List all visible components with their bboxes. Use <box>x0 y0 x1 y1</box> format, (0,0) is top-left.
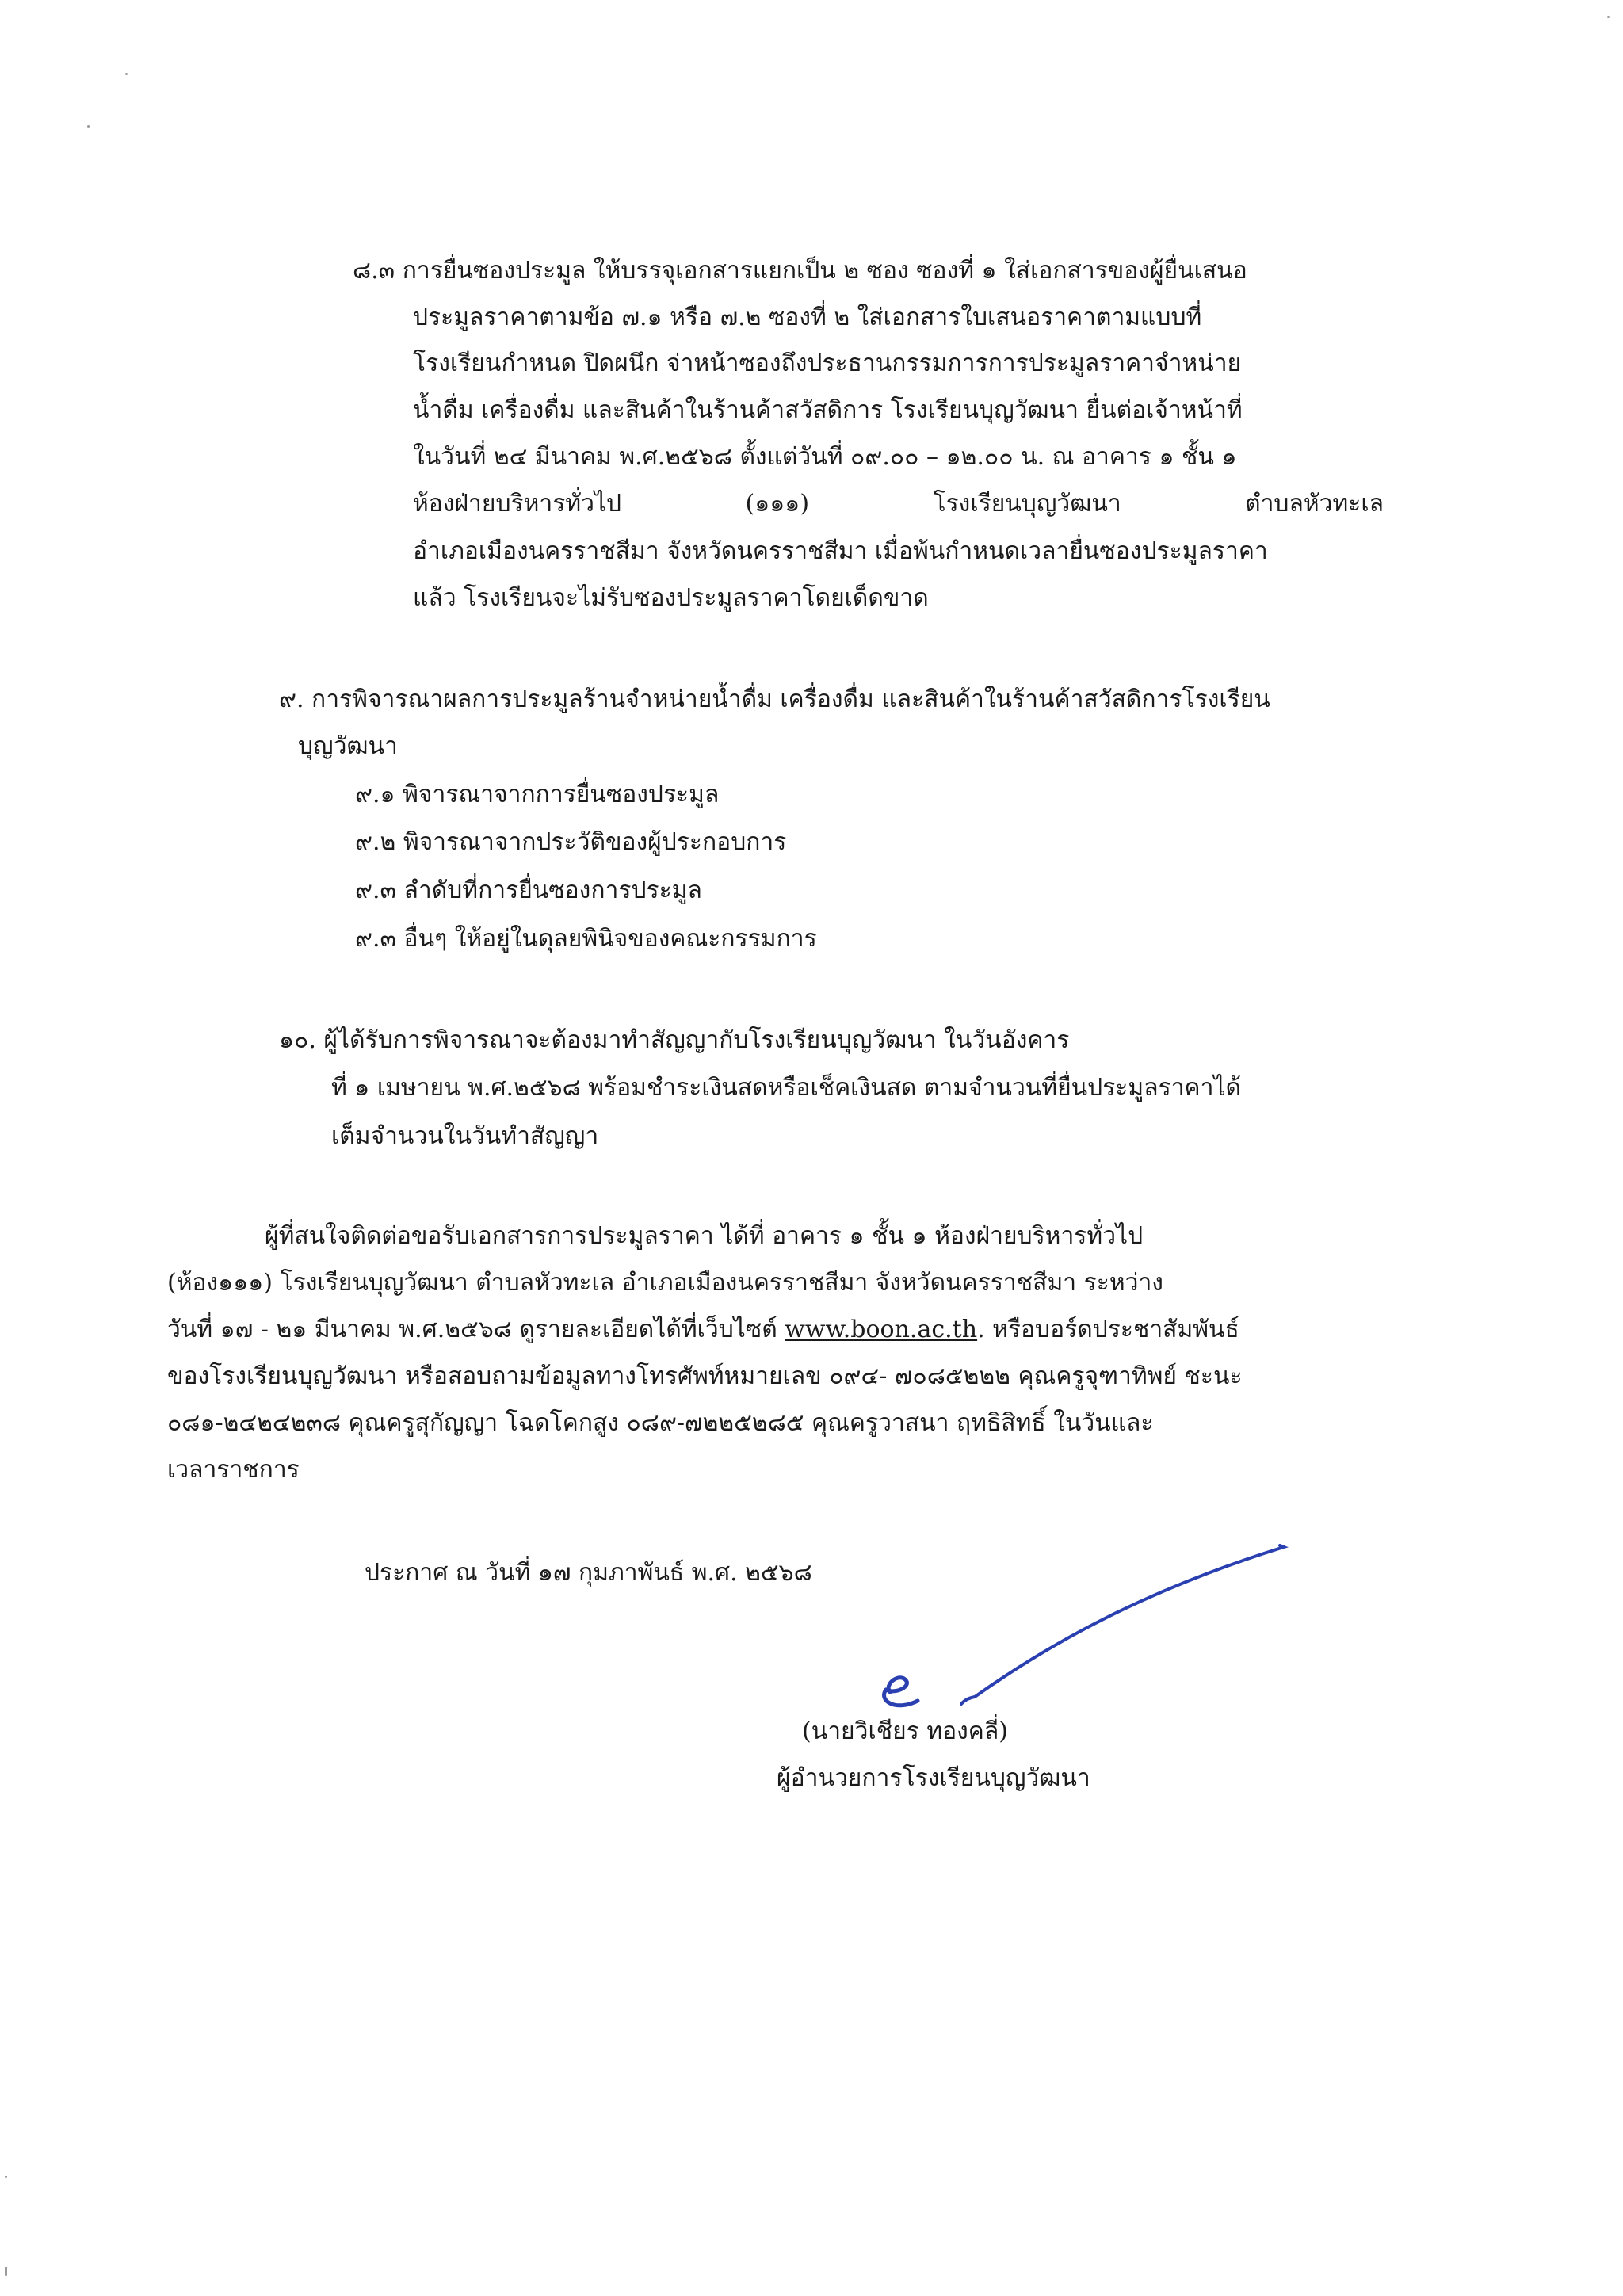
contact-line-5: ๐๘๑-๒๔๒๔๒๓๘ คุณครูสุกัญญา โฉดโคกสูง ๐๘๙-๗๒๒๕๒๘๕ คุณครูวาสนา ฤทธิสิทธิ์ ในวันและ <box>167 1409 1154 1437</box>
scan-speck <box>5 2176 7 2178</box>
section-8-3-line-3: โรงเรียนกำหนด ปิดผนึก จ่าหน้าซองถึงประธานกรรมการการประมูลราคาจำหน่าย <box>413 350 1242 377</box>
section-9-item: ๙.๒ พิจารณาจากประวัติของผู้ประกอบการ <box>355 828 787 856</box>
scan-speck <box>1607 16 1610 18</box>
contact-line-3-text: วันที่ ๑๗ - ๒๑ มีนาคม พ.ศ.๒๕๖๘ ดูรายละเอียดได้ที่เว็บไซต์ <box>167 1316 785 1343</box>
section-9-item: ๙.๑ พิจารณาจากการยื่นซองประมูล <box>355 781 720 808</box>
scan-speck <box>125 73 128 75</box>
contact-line-4: ของโรงเรียนบุญวัฒนา หรือสอบถามข้อมูลทางโทรศัพท์หมายเลข ๐๙๔- ๗๐๘๕๒๒๒ คุณครูจุฑาทิพย์ ชะนะ <box>167 1362 1243 1390</box>
section-9-item: ๙.๓ ลำดับที่การยื่นซองการประมูล <box>355 877 702 904</box>
scan-speck <box>87 125 90 128</box>
section-8-3-line-1: ๘.๓ การยื่นซองประมูล ให้บรรจุเอกสารแยกเป็น ๒ ซอง ซองที่ ๑ ใส่เอกสารของผู้ยื่นเสนอ <box>353 257 1247 285</box>
section-8-3-line-8: แล้ว โรงเรียนจะไม่รับซองประมูลราคาโดยเด็ดขาด <box>413 584 929 612</box>
contact-line-3-text-after: . หรือบอร์ดประชาสัมพันธ์ <box>977 1316 1239 1343</box>
section-10-line-2: ที่ ๑ เมษายน พ.ศ.๒๕๖๘ พร้อมชำระเงินสดหรือเช็คเงินสด ตามจำนวนที่ยื่นประมูลราคาได้ <box>331 1074 1242 1102</box>
section-9-heading-cont: บุญวัฒนา <box>298 732 398 760</box>
contact-line-6: เวลาราชการ <box>167 1456 300 1484</box>
section-8-3-line-5: ในวันที่ ๒๔ มีนาคม พ.ศ.๒๕๖๘ ตั้งแต่วันที่ ๐๙.๐๐ – ๑๒.๐๐ น. ณ อาคาร ๑ ชั้น ๑ <box>413 443 1237 471</box>
signatory-position: ผู้อำนวยการโรงเรียนบุญวัฒนา <box>777 1764 1090 1792</box>
signatory-name: (นายวิเชียร ทองคลี่) <box>802 1717 1008 1745</box>
announcement-date: ประกาศ ณ วันที่ ๑๗ กุมภาพันธ์ พ.ศ. ๒๕๖๘ <box>365 1559 812 1587</box>
scan-speck <box>5 2267 7 2276</box>
section-9-item: ๙.๓ อื่นๆ ให้อยู่ในดุลยพินิจของคณะกรรมการ <box>355 925 817 953</box>
section-8-3-line-7: อำเภอเมืองนครราชสีมา จังหวัดนครราชสีมา เมื่อพ้นกำหนดเวลายื่นซองประมูลราคา <box>413 537 1268 565</box>
section-10-line-1: ๑๐. ผู้ได้รับการพิจารณาจะต้องมาทำสัญญากับโรงเรียนบุญวัฒนา ในวันอังคาร <box>279 1026 1070 1054</box>
section-8-3-line-2: ประมูลราคาตามข้อ ๗.๑ หรือ ๗.๒ ซองที่ ๒ ใส่เอกสารใบเสนอราคาตามแบบที่ <box>413 304 1202 331</box>
contact-line-1: ผู้ที่สนใจติดต่อขอรับเอกสารการประมูลราคา ได้ที่ อาคาร ๑ ชั้น ๑ ห้องฝ่ายบริหารทั่วไป <box>265 1222 1144 1250</box>
section-8-3-line-4: น้ำดื่ม เครื่องดื่ม และสินค้าในร้านค้าสวัสดิการ โรงเรียนบุญวัฒนา ยื่นต่อเจ้าหน้าที่ <box>413 396 1243 424</box>
contact-line-3 <box>167 1313 1239 1347</box>
contact-line-2: (ห้อง๑๑๑) โรงเรียนบุญวัฒนา ตำบลหัวทะเล อำเภอเมืองนครราชสีมา จังหวัดนครราชสีมา ระหว่าง <box>167 1269 1163 1297</box>
section-9-heading: ๙. การพิจารณาผลการประมูลร้านจำหน่ายน้ำดื่ม เครื่องดื่ม และสินค้าในร้านค้าสวัสดิการโรงเรียน <box>279 686 1270 713</box>
section-8-3-line-6: ห้องฝ่ายบริหารทั่วไป (๑๑๑) โรงเรียนบุญวัฒนา ตำบลหัวทะเล <box>413 490 1384 518</box>
signature-mark <box>840 1522 1316 1728</box>
section-10-line-3: เต็มจำนวนในวันทำสัญญา <box>331 1122 599 1150</box>
website-link[interactable]: www.boon.ac.th <box>785 1316 978 1343</box>
